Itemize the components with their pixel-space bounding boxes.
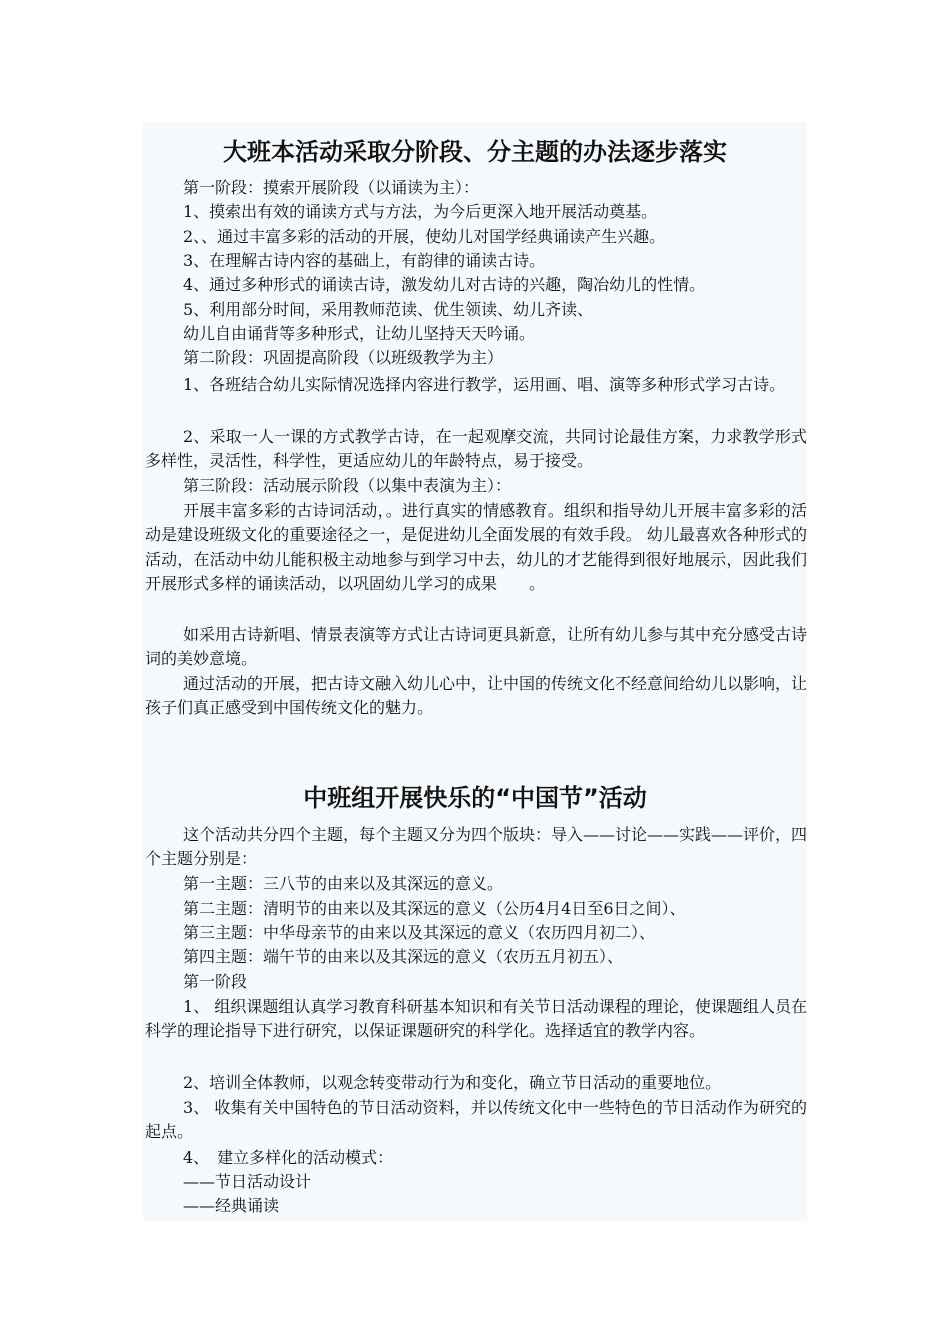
paragraph: 4、通过多种形式的诵读古诗，激发幼儿对古诗的兴趣，陶冶幼儿的性情。 xyxy=(183,275,706,294)
paragraph: 2、、通过丰富多彩的活动的开展，使幼儿对国学经典诵读产生兴趣。 xyxy=(183,227,666,246)
paragraph: 通过活动的开展，把古诗文融入幼儿心中，让中国的传统文化不经意间给幼儿以影响，让孩子们真正感受到中国传统文化的魅力。 xyxy=(145,674,808,718)
paragraph: 这个活动共分四个主题，每个主题又分为四个版块：导入——讨论——实践——评价，四个主题分别是： xyxy=(145,825,808,869)
paragraph: 第一阶段：摸索开展阶段（以诵读为主）： xyxy=(183,178,480,197)
paragraph: 第二主题：清明节的由来以及其深远的意义（公历4月4日至6日之间）、 xyxy=(183,899,686,918)
paragraph: ——经典诵读 xyxy=(183,1196,280,1215)
paragraph: 第三主题：中华母亲节的由来以及其深远的意义（农历四月初二）、 xyxy=(183,923,656,942)
paragraph: 第二阶段：巩固提高阶段（以班级教学为主） xyxy=(183,348,504,367)
paragraph: 开展丰富多彩的古诗词活动，。进行真实的情感教育。组织和指导幼儿开展丰富多彩的活动是建设班级文化的重要途径之一，是促进幼儿全面发展的有效手段。 幼儿最喜欢各种形式的活动，在活动中幼儿能积极主动地参与到学习中去，幼儿的才艺能得到很好地展示，因此我们开展形式多样的诵读活动，以巩固幼儿学习的成果 。 xyxy=(145,501,807,593)
paragraph: 幼儿自由诵背等多种形式，让幼儿坚持天天吟诵。 xyxy=(183,324,536,343)
paragraph: 2、采取一人一课的方式教学古诗，在一起观摩交流，共同讨论最佳方案，力求教学形式多样性，灵活性，科学性，更适应幼儿的年龄特点，易于接受。 xyxy=(145,427,807,471)
paragraph: 1、 组织课题组认真学习教育科研基本知识和有关节日活动课程的理论，使课题组人员在科学的理论指导下进行研究，以保证课题研究的科学化。选择适宜的教学内容。 xyxy=(145,997,807,1041)
paragraph: 第一阶段 xyxy=(183,972,248,991)
paragraph: 1、摸索出有效的诵读方式与方法，为今后更深入地开展活动奠基。 xyxy=(183,202,658,221)
paragraph: 4、 建立多样化的活动模式： xyxy=(183,1148,394,1167)
paragraph: 第一主题：三八节的由来以及其深远的意义。 xyxy=(183,874,504,893)
paragraph: 第四主题：端午节的由来以及其深远的意义（农历五月初五）、 xyxy=(183,947,624,966)
section-1-title: 大班本活动采取分阶段、分主题的办法逐步落实 xyxy=(223,138,727,166)
paragraph: 5、利用部分时间，采用教师范读、优生领读、幼儿齐读、 xyxy=(183,300,594,319)
paragraph: 3、 收集有关中国特色的节日活动资料，并以传统文化中一些特色的节日活动作为研究的起点。 xyxy=(145,1098,807,1142)
paragraph: 1、各班结合幼儿实际情况选择内容进行教学，运用画、唱、演等多种形式学习古诗。 xyxy=(183,375,786,394)
paragraph: 如采用古诗新唱、情景表演等方式让古诗词更具新意，让所有幼儿参与其中充分感受古诗词的美妙意境。 xyxy=(145,625,808,669)
paragraph: 3、在理解古诗内容的基础上，有韵律的诵读古诗。 xyxy=(183,251,546,270)
paragraph: 2、培训全体教师，以观念转变带动行为和变化，确立节日活动的重要地位。 xyxy=(183,1073,722,1092)
paragraph: 第三阶段：活动展示阶段（以集中表演为主）： xyxy=(183,476,512,495)
section-2-title: 中班组开展快乐的“中国节”活动 xyxy=(303,784,647,812)
paragraph: ——节日活动设计 xyxy=(183,1172,312,1191)
